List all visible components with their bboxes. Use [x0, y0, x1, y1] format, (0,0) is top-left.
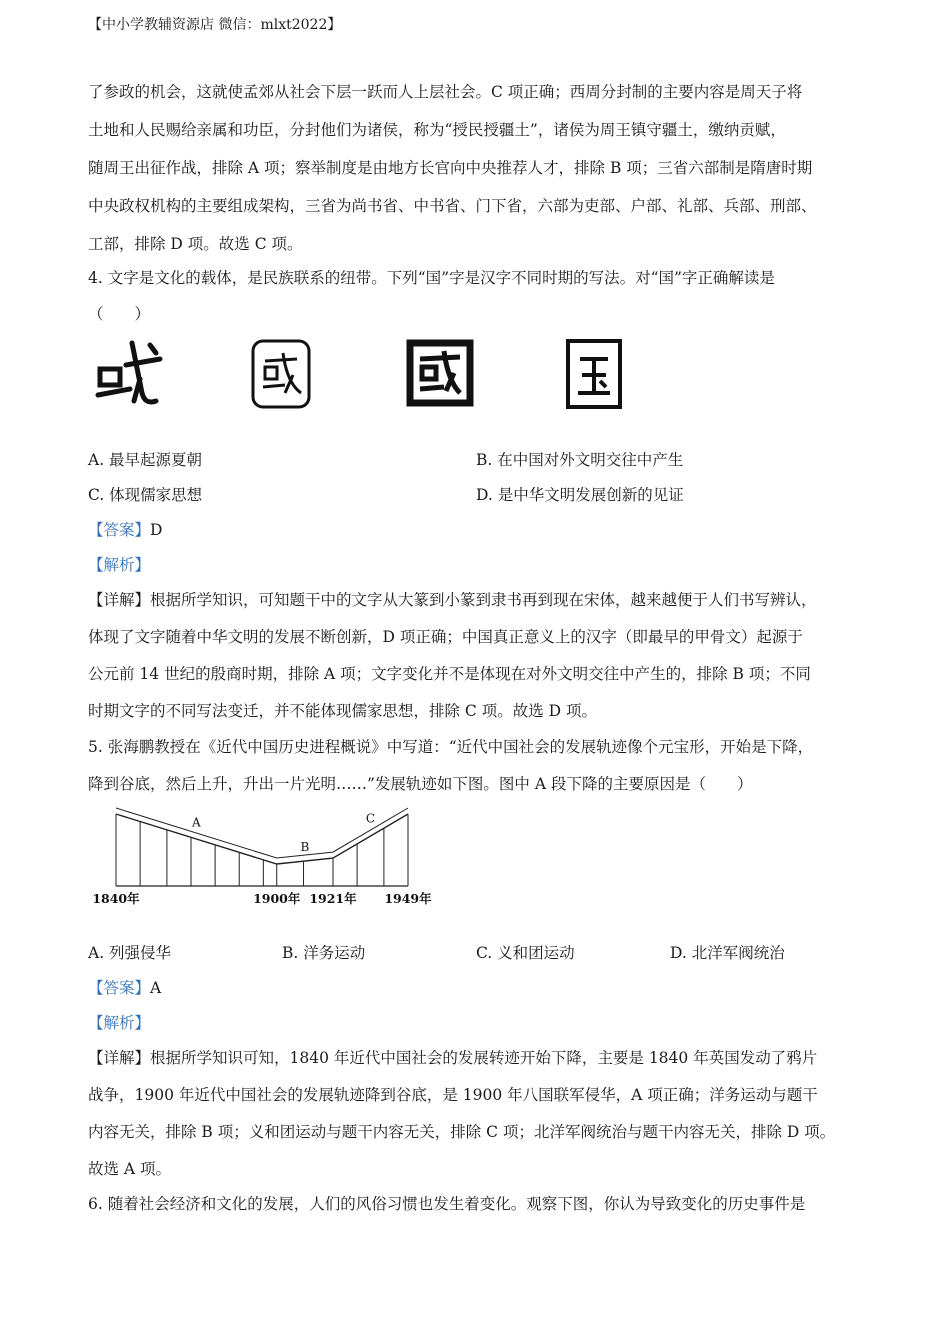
detail-text: 根据所学知识可知，1840 年近代中国社会的发展转迹开始下降，主要是 1840 年英国发动了鸦片 [150, 1049, 818, 1067]
q5-stem-2: 降到谷底，然后上升，升出一片光明……”发展轨迹如下图。图中 A 段下降的主要原因是（ ） [88, 775, 753, 793]
q4-analysis-label: 【解析】 [88, 556, 151, 574]
q4-stem: 4. 文字是文化的载体，是民族联系的纽带。下列“国”字是汉字不同时期的写法。对“国”字正确解读是 [88, 269, 775, 287]
chart-tick-label: 1921年 [309, 891, 357, 906]
q5-answer [88, 976, 161, 998]
q3-line-5: 工部，排除 D 项。故选 C 项。 [88, 235, 303, 253]
q5-detail-1 [88, 1046, 817, 1068]
chart-segment-label-b: B [300, 840, 310, 855]
q5-option-d: D. 北洋军阀统治 [670, 944, 785, 962]
detail-text: 根据所学知识，可知题干中的文字从大篆到小篆到隶书再到现在宋体，越来越便于人们书写辨认， [150, 591, 817, 609]
detail-label: 【详解】 [88, 591, 151, 609]
q5-option-a: A. 列强侵华 [88, 944, 172, 962]
q4-option-b: B. 在中国对外文明交往中产生 [476, 451, 684, 469]
chart-arrow-line [116, 808, 408, 858]
header-watermark: 【中小学教辅资源店 微信：mlxt2022】 [88, 17, 342, 33]
q4-answer [88, 518, 162, 540]
q5-analysis-label: 【解析】 [88, 1014, 151, 1032]
development-trajectory-chart [86, 800, 436, 915]
q5-detail-4: 故选 A 项。 [88, 1160, 172, 1178]
chart-tick-label: 1949年 [384, 891, 432, 906]
answer-value: A [150, 979, 162, 997]
q5-option-b: B. 洋务运动 [282, 944, 366, 962]
answer-label: 【答案】 [88, 521, 151, 539]
answer-label: 【答案】 [88, 979, 151, 997]
small-seal-guo-glyph [245, 335, 325, 415]
answer-value: D [150, 521, 163, 539]
clerical-guo-glyph [402, 335, 482, 415]
q4-detail-4: 时期文字的不同写法变迁，并不能体现儒家思想，排除 C 项。故选 D 项。 [88, 702, 597, 720]
chart-segment-label-a: A [192, 815, 201, 830]
q3-line-2: 土地和人民赐给亲属和功臣，分封他们为诸侯，称为“授民授疆土”，诸侯为周王镇守疆土，缴纳贡赋， [88, 121, 786, 139]
q3-line-3: 随周王出征作战，排除 A 项；察举制度是由地方长官向中央推荐人才，排除 B 项；三省六部制是隋唐时期 [88, 159, 813, 177]
chart-tick-label: 1900年 [253, 891, 301, 906]
q5-option-c: C. 义和团运动 [476, 944, 575, 962]
q5-detail-3: 内容无关，排除 B 项；义和团运动与题干内容无关，排除 C 项；北洋军阀统治与题干内容无关，排除 D 项。 [88, 1123, 836, 1141]
q4-detail-3: 公元前 14 世纪的殷商时期，排除 A 项；文字变化并不是体现在对外文明交往中产生的，排除 B 项；不同 [88, 665, 811, 683]
chart-segment-label-c: C [365, 811, 376, 826]
q3-line-4: 中央政权机构的主要组成架构，三省为尚书省、中书省、门下省，六部为吏部、户部、礼部、兵部、刑部、 [88, 197, 817, 215]
q3-line-1: 了参政的机会，这就使孟郊从社会下层一跃而人上层社会。C 项正确；西周分封制的主要内容是周天子将 [88, 83, 803, 101]
modern-guo-glyph [560, 335, 640, 415]
q4-bracket: （ ） [88, 305, 151, 323]
q4-detail-2: 体现了文字随着中华文明的发展不断创新，D 项正确；中国真正意义上的汉字（即最早的甲骨文）起源于 [88, 628, 803, 646]
q4-option-c: C. 体现儒家思想 [88, 486, 203, 504]
q5-detail-2: 战争，1900 年近代中国社会的发展轨迹降到谷底，是 1900 年八国联军侵华，A 项正确；洋务运动与题干 [88, 1086, 818, 1104]
chart-tick-label: 1840年 [92, 891, 140, 906]
detail-label: 【详解】 [88, 1049, 151, 1067]
q4-option-d: D. 是中华文明发展创新的见证 [476, 486, 684, 504]
q6-stem: 6. 随着社会经济和文化的发展，人们的风俗习惯也发生着变化。观察下图，你认为导致变化的历史事件是 [88, 1195, 806, 1213]
q4-detail-1 [88, 588, 817, 610]
oracle-bone-guo-glyph [90, 335, 170, 415]
q5-stem-1: 5. 张海鹏教授在《近代中国历史进程概说》中写道：“近代中国社会的发展轨迹像个元宝形，开始是下降， [88, 738, 814, 756]
q4-option-a: A. 最早起源夏朝 [88, 451, 203, 469]
